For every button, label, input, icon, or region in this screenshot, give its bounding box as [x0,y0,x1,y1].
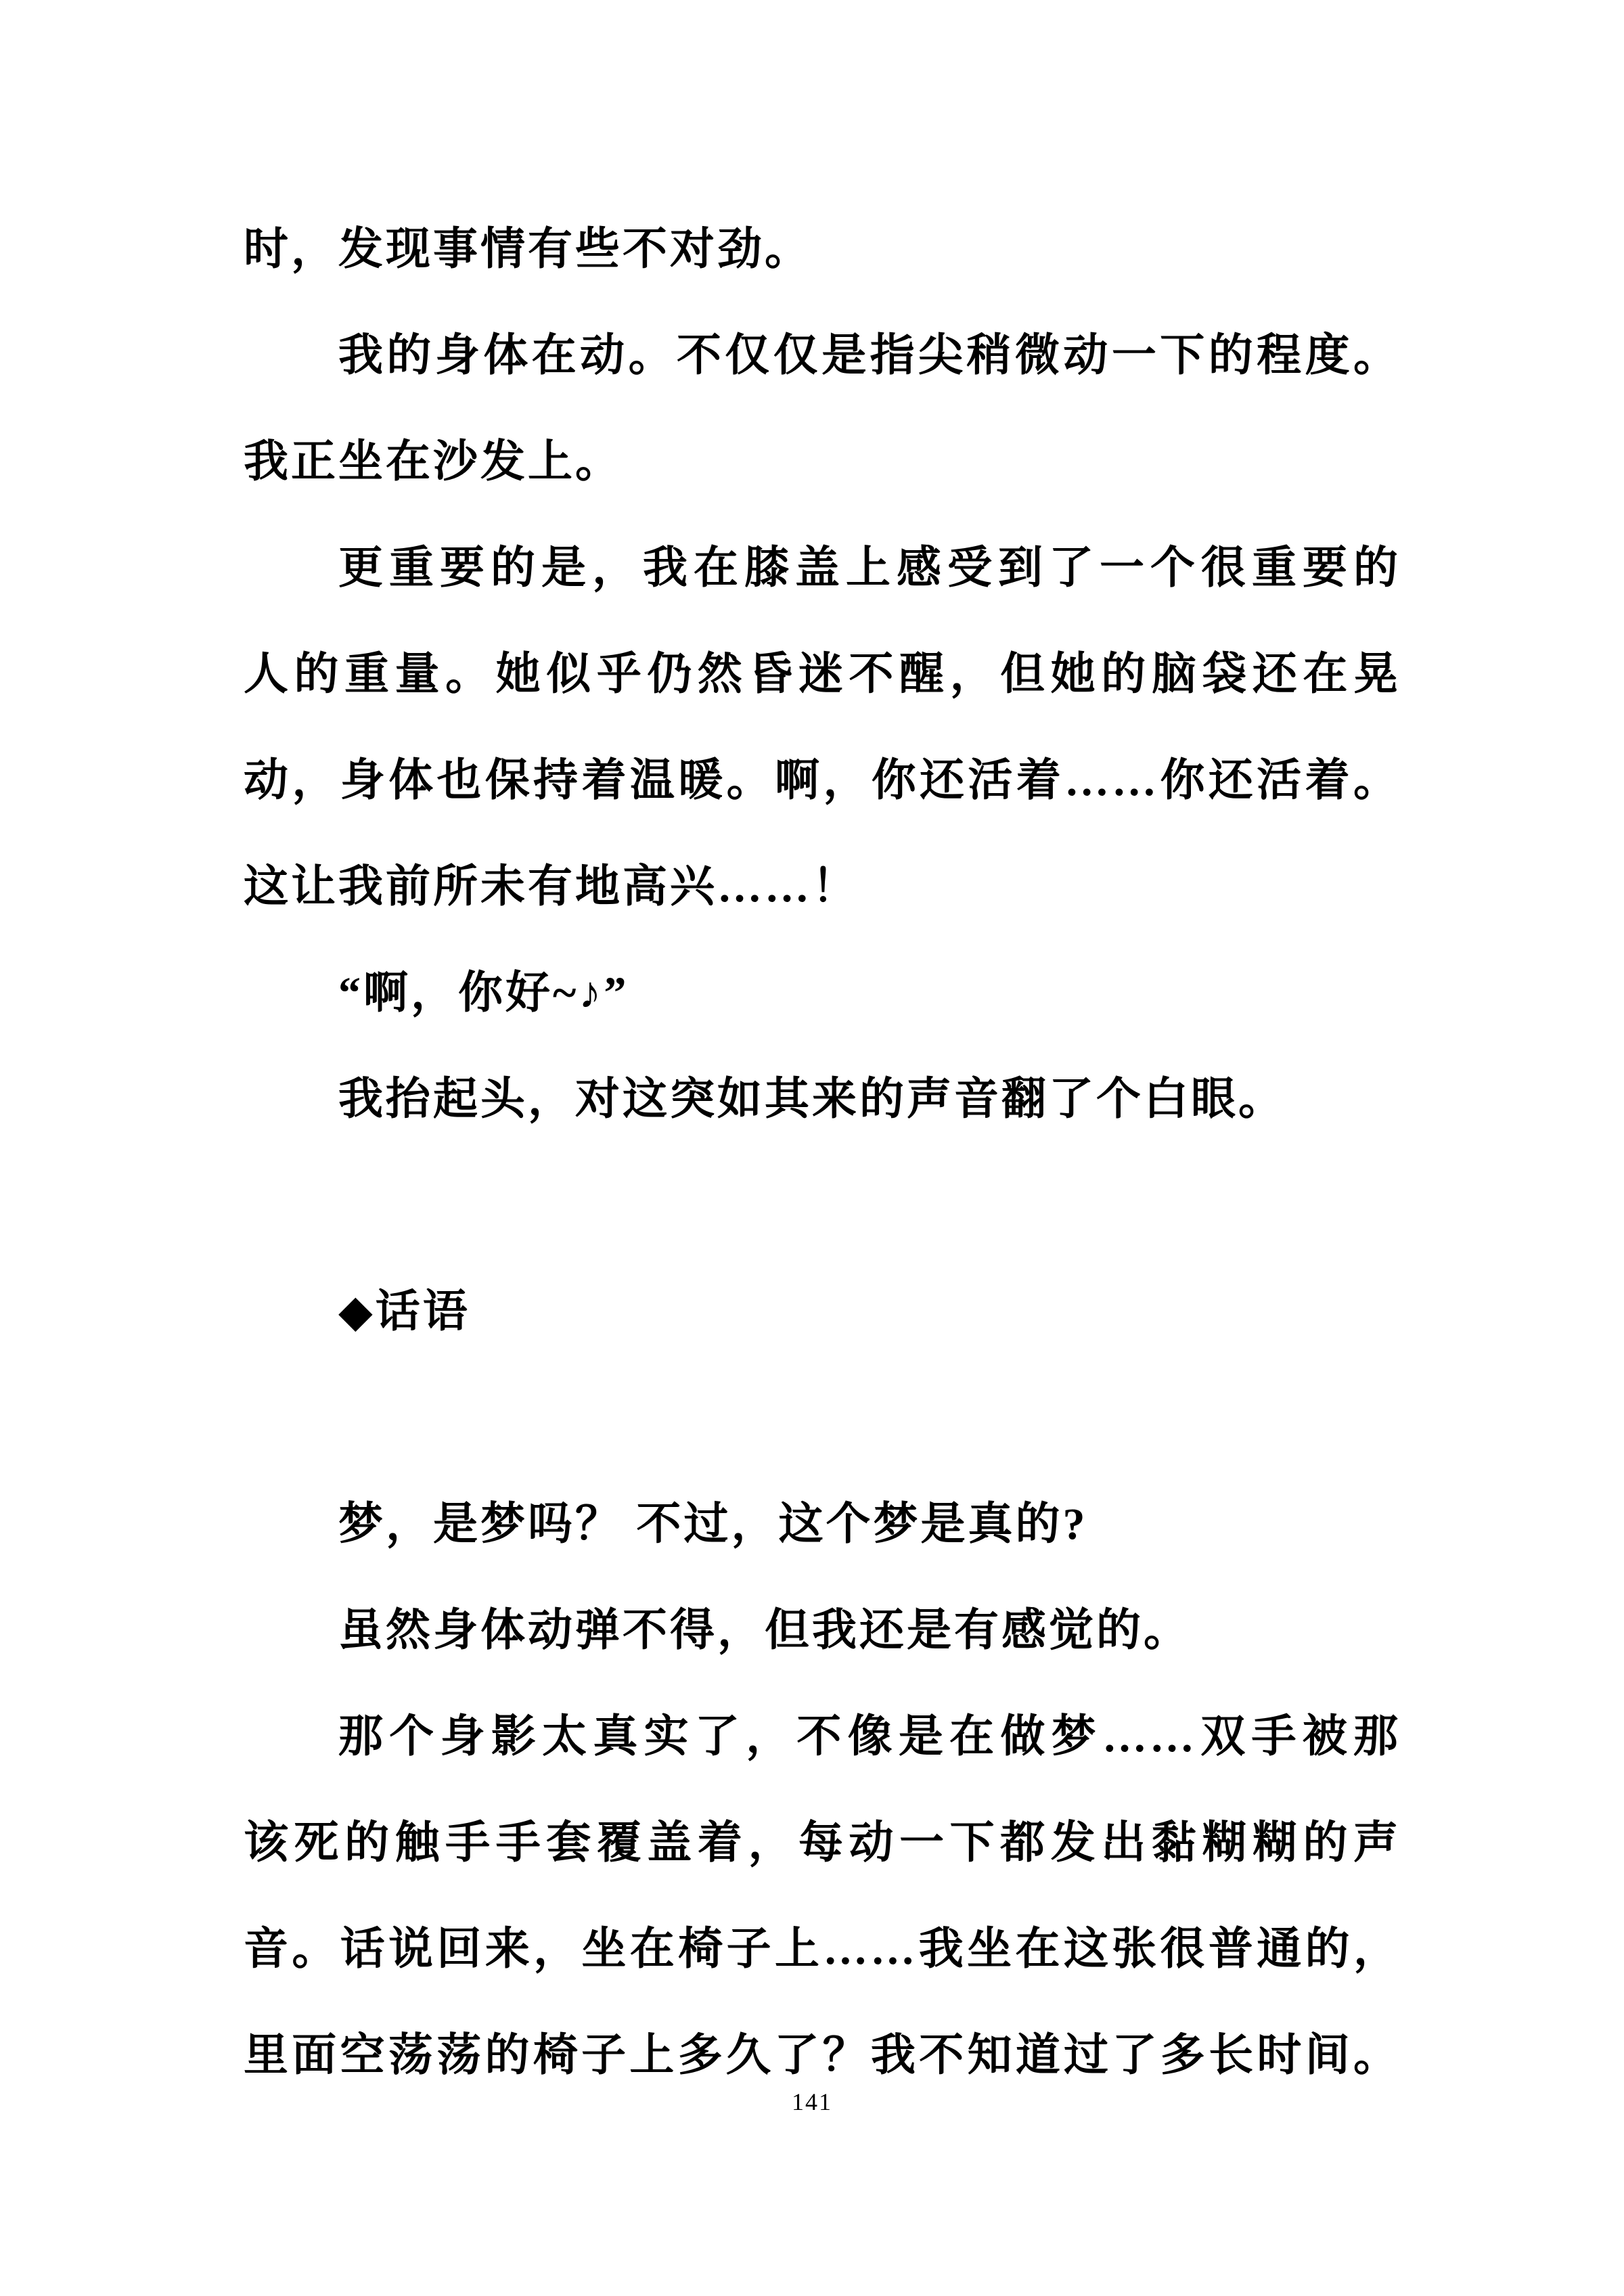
text-line: 那个身影太真实了，不像是在做梦……双手被那 [338,1712,1401,1761]
text-line: 我抬起头，对这突如其来的声音翻了个白眼。 [338,1075,1286,1124]
text-line: 该死的触手手套覆盖着，每动一下都发出黏糊糊的声 [244,1818,1401,1868]
text-line: 人的重量。她似乎仍然昏迷不醒，但她的脑袋还在晃 [244,650,1401,699]
blank-line [244,1152,1401,1259]
text-line: 这让我前所未有地高兴……！ [244,862,859,911]
text-line: 梦，是梦吗？ 不过，这个梦是真的? [338,1500,1088,1549]
text-line: 虽然身体动弹不得，但我还是有感觉的。 [338,1606,1191,1655]
text-line: 我的身体在动。不仅仅是指尖稍微动一下的程度。 [338,331,1401,380]
section-heading: ◆话语 [338,1287,470,1336]
text-line: “啊，你好~♪” [338,968,629,1018]
page-number: 141 [792,2088,832,2115]
page-body-text [244,196,1401,2109]
text-line: 音。话说回来，坐在椅子上……我坐在这张很普通的， [244,1924,1401,1974]
text-line: 里面空荡荡的椅子上多久了？我不知道过了多长时间。 [244,2031,1401,2080]
text-line: 时，发现事情有些不对劲。 [244,225,812,274]
text-line: 更重要的是，我在膝盖上感受到了一个很重要的 [338,543,1401,593]
text-line: 我正坐在沙发上。 [244,437,623,487]
blank-line [244,1365,1401,1471]
text-line: 动，身体也保持着温暖。啊，你还活着……你还活着。 [244,756,1401,805]
